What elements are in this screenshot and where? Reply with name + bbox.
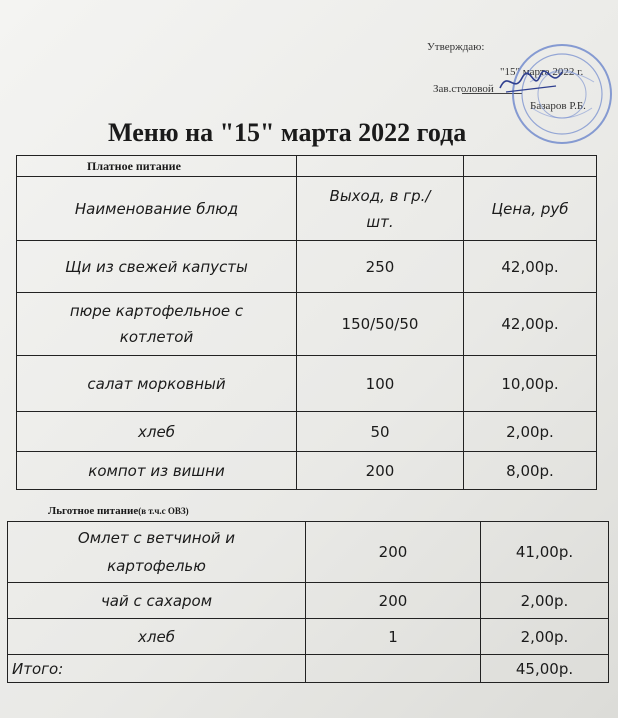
dish-price: 8,00р.: [464, 452, 597, 490]
dish-name: салат морковный: [17, 356, 297, 412]
dish-name: хлеб: [8, 619, 306, 655]
dish-portion: 100: [297, 356, 464, 412]
paid-menu-table: [16, 155, 597, 490]
benefit-menu-table: [7, 521, 609, 683]
header-price: Цена, руб: [464, 177, 597, 241]
dish-portion: 200: [297, 452, 464, 490]
table-row: [8, 522, 609, 583]
table-row: [17, 452, 597, 490]
dish-name: чай с сахаром: [8, 583, 306, 619]
dish-price: 2,00р.: [481, 583, 609, 619]
dish-portion: 250: [297, 241, 464, 293]
table-row: [17, 356, 597, 412]
dish-price: 42,00р.: [464, 293, 597, 356]
table-row: [8, 583, 609, 619]
dish-price: 42,00р.: [464, 241, 597, 293]
dish-price: 41,00р.: [481, 522, 609, 583]
approval-name: Базаров Р.Б.: [530, 100, 586, 112]
dish-portion: 150/50/50: [297, 293, 464, 356]
benefit-section-note: (в т.ч.с ОВЗ): [138, 506, 189, 516]
paid-section-label: Платное питание: [17, 156, 297, 177]
dish-name: Омлет с ветчиной и картофелью: [8, 522, 306, 583]
dish-name: хлеб: [17, 412, 297, 452]
page-title: Меню на "15" марта 2022 года: [108, 118, 467, 147]
table-row: [17, 293, 597, 356]
dish-name: Щи из свежей капусты: [17, 241, 297, 293]
total-row: [8, 655, 609, 683]
dish-portion: 200: [306, 583, 481, 619]
approval-position: Зав.столовой: [433, 83, 494, 95]
header-dish-name: Наименование блюд: [17, 177, 297, 241]
dish-name: пюре картофельное с котлетой: [17, 293, 297, 356]
table-row: [17, 412, 597, 452]
total-label: Итого:: [8, 655, 306, 683]
dish-price: 2,00р.: [481, 619, 609, 655]
table-row: [8, 619, 609, 655]
dish-price: 2,00р.: [464, 412, 597, 452]
dish-portion: 200: [306, 522, 481, 583]
approval-date: "15" марта 2022 г.: [500, 66, 584, 78]
table-row: [17, 241, 597, 293]
header-portion: Выход, в гр./шт.: [297, 177, 464, 241]
total-value: 45,00р.: [481, 655, 609, 683]
dish-price: 10,00р.: [464, 356, 597, 412]
dish-portion: 50: [297, 412, 464, 452]
approval-label: Утверждаю:: [427, 41, 485, 53]
benefit-section-label: Льготное питание(в т.ч.с ОВЗ): [48, 505, 189, 517]
dish-name: компот из вишни: [17, 452, 297, 490]
dish-portion: 1: [306, 619, 481, 655]
signature-icon: [496, 64, 566, 100]
